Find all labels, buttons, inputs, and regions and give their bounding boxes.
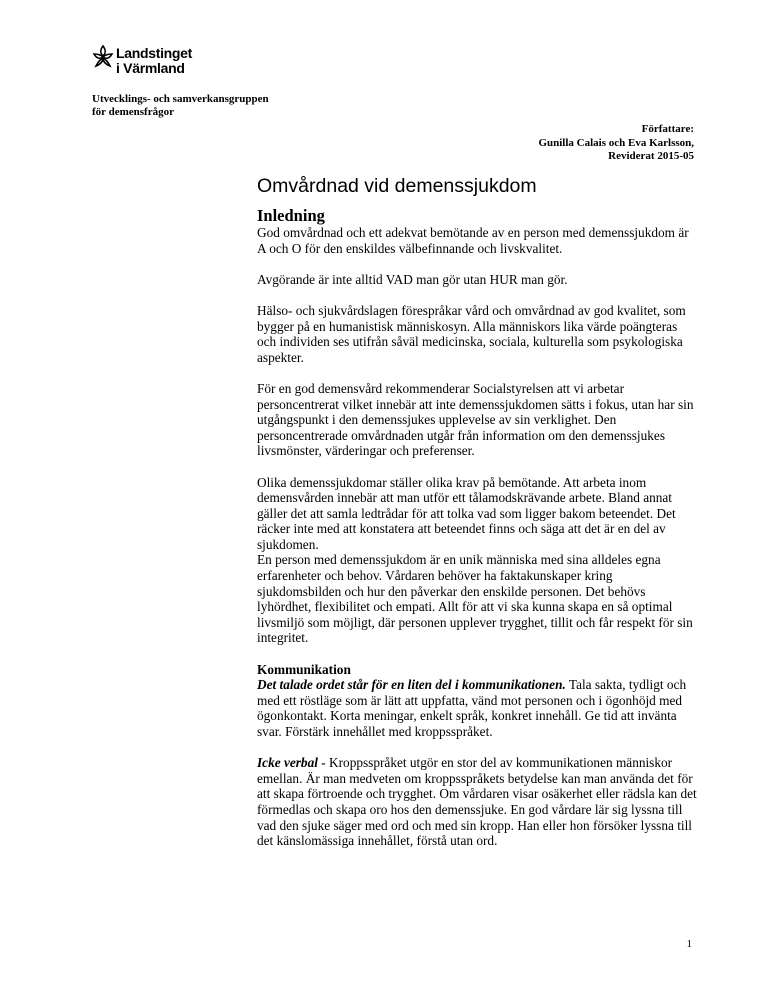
logo-text-line2: i Värmland	[116, 60, 185, 76]
landstinget-logo	[92, 44, 202, 80]
paragraph-7-emphasis: Det talade ordet står för en liten del i kommunikationen.	[257, 677, 566, 693]
organization-block	[92, 93, 269, 119]
section-heading-inledning: Inledning	[257, 206, 325, 225]
document-body	[257, 175, 697, 864]
section-heading-kommunikation: Kommunikation	[257, 661, 351, 677]
paragraph-7-text: Tala sakta, tydligt och med ett röstläge som är lätt att uppfatta, vänd mot personen och i ögonhöjd med ögonkontakt. Korta meningar, enkelt språk, konkret innehåll. Ge tid att invänta svar. Förstärk innehållet med kroppsspråket.	[257, 677, 687, 739]
paragraph-8-text: Kroppsspråket utgör en stor del av kommunikationen människor emellan. Är man medveten om kroppsspråkets betydelse kan man använda det för att skapa förtroende och trygghet. Om vårdaren visar osäkerhet eller rädsla kan det förmedlas och skapa oro hos den demenssjuke. En god vårdare lär sig lyssna till vad den sjuke säger med ord och med sin kropp. Han eller hon försöker lyssna till det känslomässiga innehållet, förstå utan ord.	[257, 755, 697, 849]
paragraph-8-emphasis: Icke verbal -	[257, 755, 326, 771]
logo-text-line1: Landstinget	[116, 45, 193, 61]
paragraph-3: Hälso- och sjukvårdslagen förespråkar vård och omvårdnad av god kvalitet, som bygger på en humanistisk människosyn. Alla människors lika värde poängteras och individen ses utifrån såväl medicinska, sociala, kulturella som psykologiska aspekter.	[257, 302, 686, 365]
revision-date: Reviderat 2015-05	[608, 150, 694, 162]
authors-block	[538, 123, 694, 164]
paragraph-6: En person med demenssjukdom är en unik människa med sina alldeles egna erfarenheter och behov. Vårdaren behöver ha faktakunskaper kring sjukdomsbilden och hur den påverkar den enskilde personen. Det behövs lyhördhet, flexibilitet och empati. Allt för att vi ska kunna skapa en så optimal livsmiljö som möjligt, där personen upplever trygghet, tillit och får respekt för sin integritet.	[257, 552, 693, 646]
paragraph-2: Avgörande är inte alltid VAD man gör utan HUR man gör.	[257, 271, 568, 287]
flower-logo-icon	[92, 44, 114, 74]
authors-names: Gunilla Calais och Eva Karlsson,	[538, 136, 694, 149]
authors-label: Författare:	[641, 123, 694, 135]
paragraph-5: Olika demenssjukdomar ställer olika krav på bemötande. Att arbeta inom demensvården innebär att man utför ett tålamodskrävande arbete. Bland annat gäller det att samla ledtrådar för att tolka vad som ligger bakom beteendet. Det räcker inte med att konstatera att beteendet finns och säga att det är en del av sjukdomen.	[257, 474, 676, 552]
paragraph-8	[257, 755, 697, 849]
org-line-2: för demensfrågor	[92, 106, 174, 118]
paragraph-1: God omvårdnad och ett adekvat bemötande av en person med demenssjukdom är A och O för den enskildes välbefinnande och livskvalitet.	[257, 225, 689, 256]
org-line-1: Utvecklings- och samverkansgruppen	[92, 93, 269, 105]
paragraph-7	[257, 677, 697, 739]
page-number: 1	[686, 938, 692, 950]
paragraph-4: För en god demensvård rekommenderar Socialstyrelsen att vi arbetar personcentrerat vilket innebär att inte demenssjukdomen sätts i fokus, utan har sin utgångspunkt i den demenssjukes upplevelse av sin verklighet. Den personcentrerade omvårdnaden utgår från information om den demenssjukes livsmönster, värderingar och preferenser.	[257, 380, 694, 459]
document-title: Omvårdnad vid demenssjukdom	[257, 175, 537, 197]
